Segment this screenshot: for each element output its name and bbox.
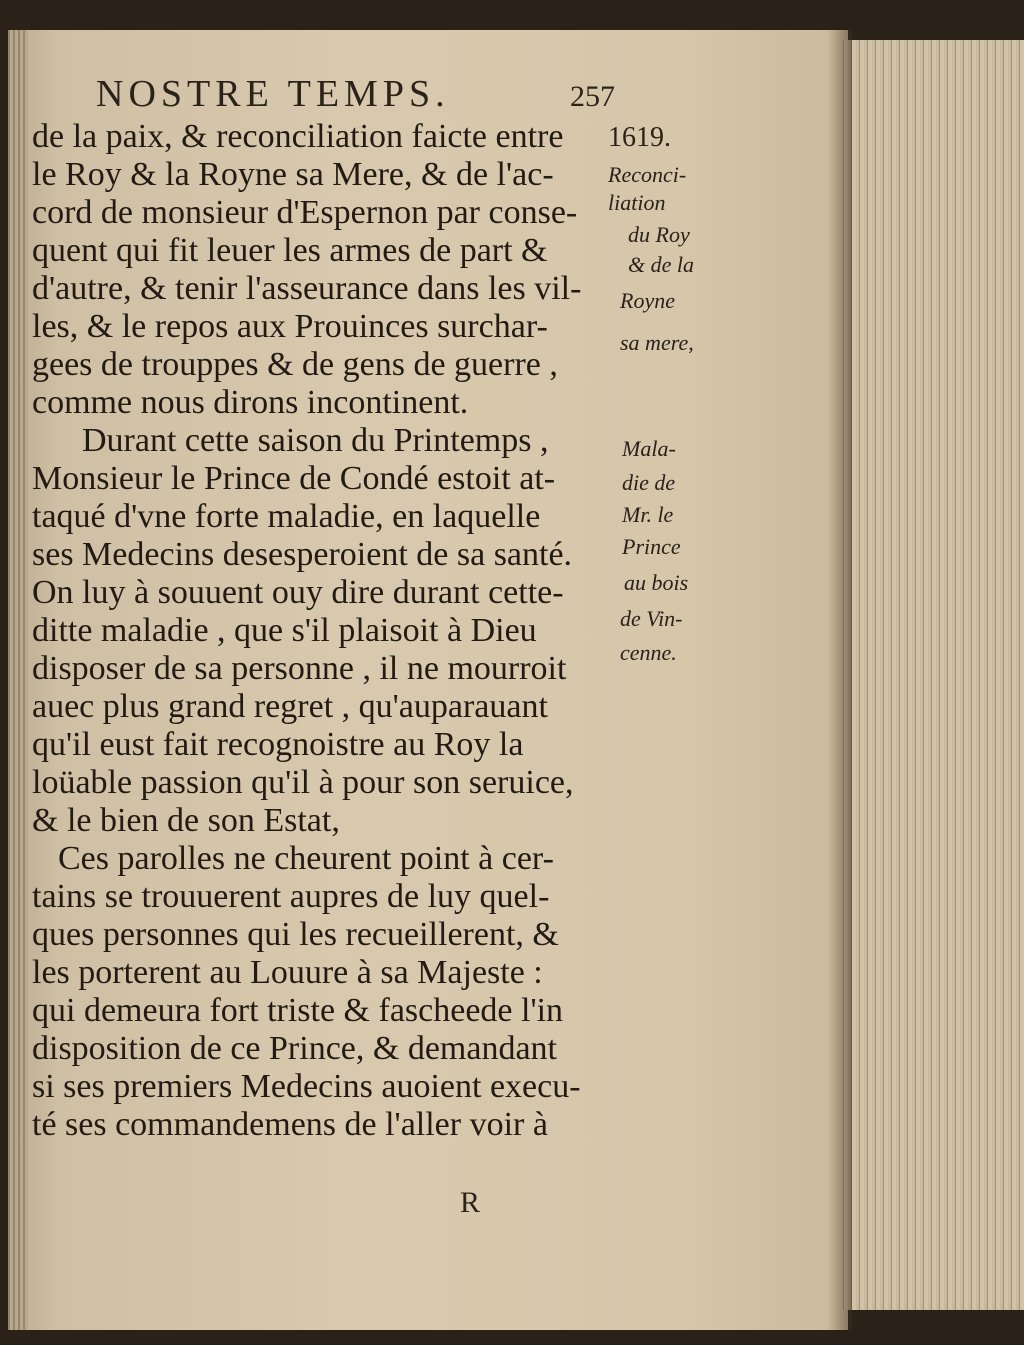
margin-note: liation: [608, 190, 666, 215]
margin-note: du Roy: [628, 222, 690, 247]
text-line: d'autre, & tenir l'asseurance dans les vil-: [32, 270, 582, 307]
text-line: gees de trouppes & de gens de guerre ,: [32, 346, 558, 383]
text-line: les, & le repos aux Prouinces surchar-: [32, 308, 548, 345]
text-line: tains se trouuerent aupres de luy quel-: [32, 878, 550, 915]
text-line: comme nous dirons incontinent.: [32, 384, 469, 421]
text-line: té ses commandemens de l'aller voir à: [32, 1106, 548, 1143]
text-line: cord de monsieur d'Espernon par conse-: [32, 194, 578, 231]
margin-note: cenne.: [620, 640, 677, 665]
margin-note: die de: [622, 470, 676, 495]
page-edges: [840, 40, 1024, 1310]
text-line: On luy à souuent ouy dire durant cette-: [32, 574, 564, 611]
margin-note: Mala-: [622, 436, 676, 461]
margin-note: de Vin-: [620, 606, 683, 631]
text-line: ques personnes qui les recueillerent, &: [32, 916, 559, 953]
margin-note: Mr. le: [622, 502, 674, 527]
margin-note: au bois: [624, 570, 689, 595]
page-header: [96, 72, 656, 122]
text-line: taqué d'vne forte maladie, en laquelle: [32, 498, 541, 535]
text-line: quent qui fit leuer les armes de part &: [32, 232, 548, 269]
text-line: si ses premiers Medecins auoient execu-: [32, 1068, 581, 1105]
margin-note: & de la: [628, 252, 694, 277]
text-line: auec plus grand regret , qu'auparauant: [32, 688, 548, 725]
margin-note: Reconci-: [608, 162, 687, 187]
text-line: disposer de sa personne , il ne mourroit: [32, 650, 567, 687]
text-line: qu'il eust fait recognoistre au Roy la: [32, 726, 524, 763]
text-line: ses Medecins desesperoient de sa santé.: [32, 536, 573, 573]
page-gutter: [8, 30, 28, 1330]
text-line: le Roy & la Royne sa Mere, & de l'ac-: [32, 156, 554, 193]
text-line: qui demeura fort triste & fascheede l'in: [32, 992, 564, 1029]
text-line: & le bien de son Estat,: [32, 802, 340, 839]
margin-note: Prince: [622, 534, 681, 559]
page-edge-shadow: [828, 30, 852, 1330]
text-line: Monsieur le Prince de Condé estoit at-: [32, 460, 556, 497]
paragraph-start-line: Durant cette saison du Printemps ,: [82, 422, 549, 459]
page-number: 257: [570, 80, 615, 113]
text-line: les porterent au Louure à sa Majeste :: [32, 954, 543, 991]
text-line: loüable passion qu'il à pour son seruice,: [32, 764, 574, 801]
text-line: ditte maladie , que s'il plaisoit à Dieu: [32, 612, 537, 649]
margin-note: Royne: [620, 288, 675, 313]
signature-mark: R: [460, 1186, 481, 1219]
text-line: disposition de ce Prince, & demandant: [32, 1030, 557, 1067]
text-line: de la paix, & reconciliation faicte entre: [32, 118, 564, 155]
margin-year: 1619.: [608, 122, 671, 153]
running-title: NOSTRE TEMPS.: [96, 73, 450, 115]
paragraph-start-line: Ces parolles ne cheurent point à cer-: [58, 840, 554, 877]
margin-note: sa mere,: [620, 330, 694, 355]
